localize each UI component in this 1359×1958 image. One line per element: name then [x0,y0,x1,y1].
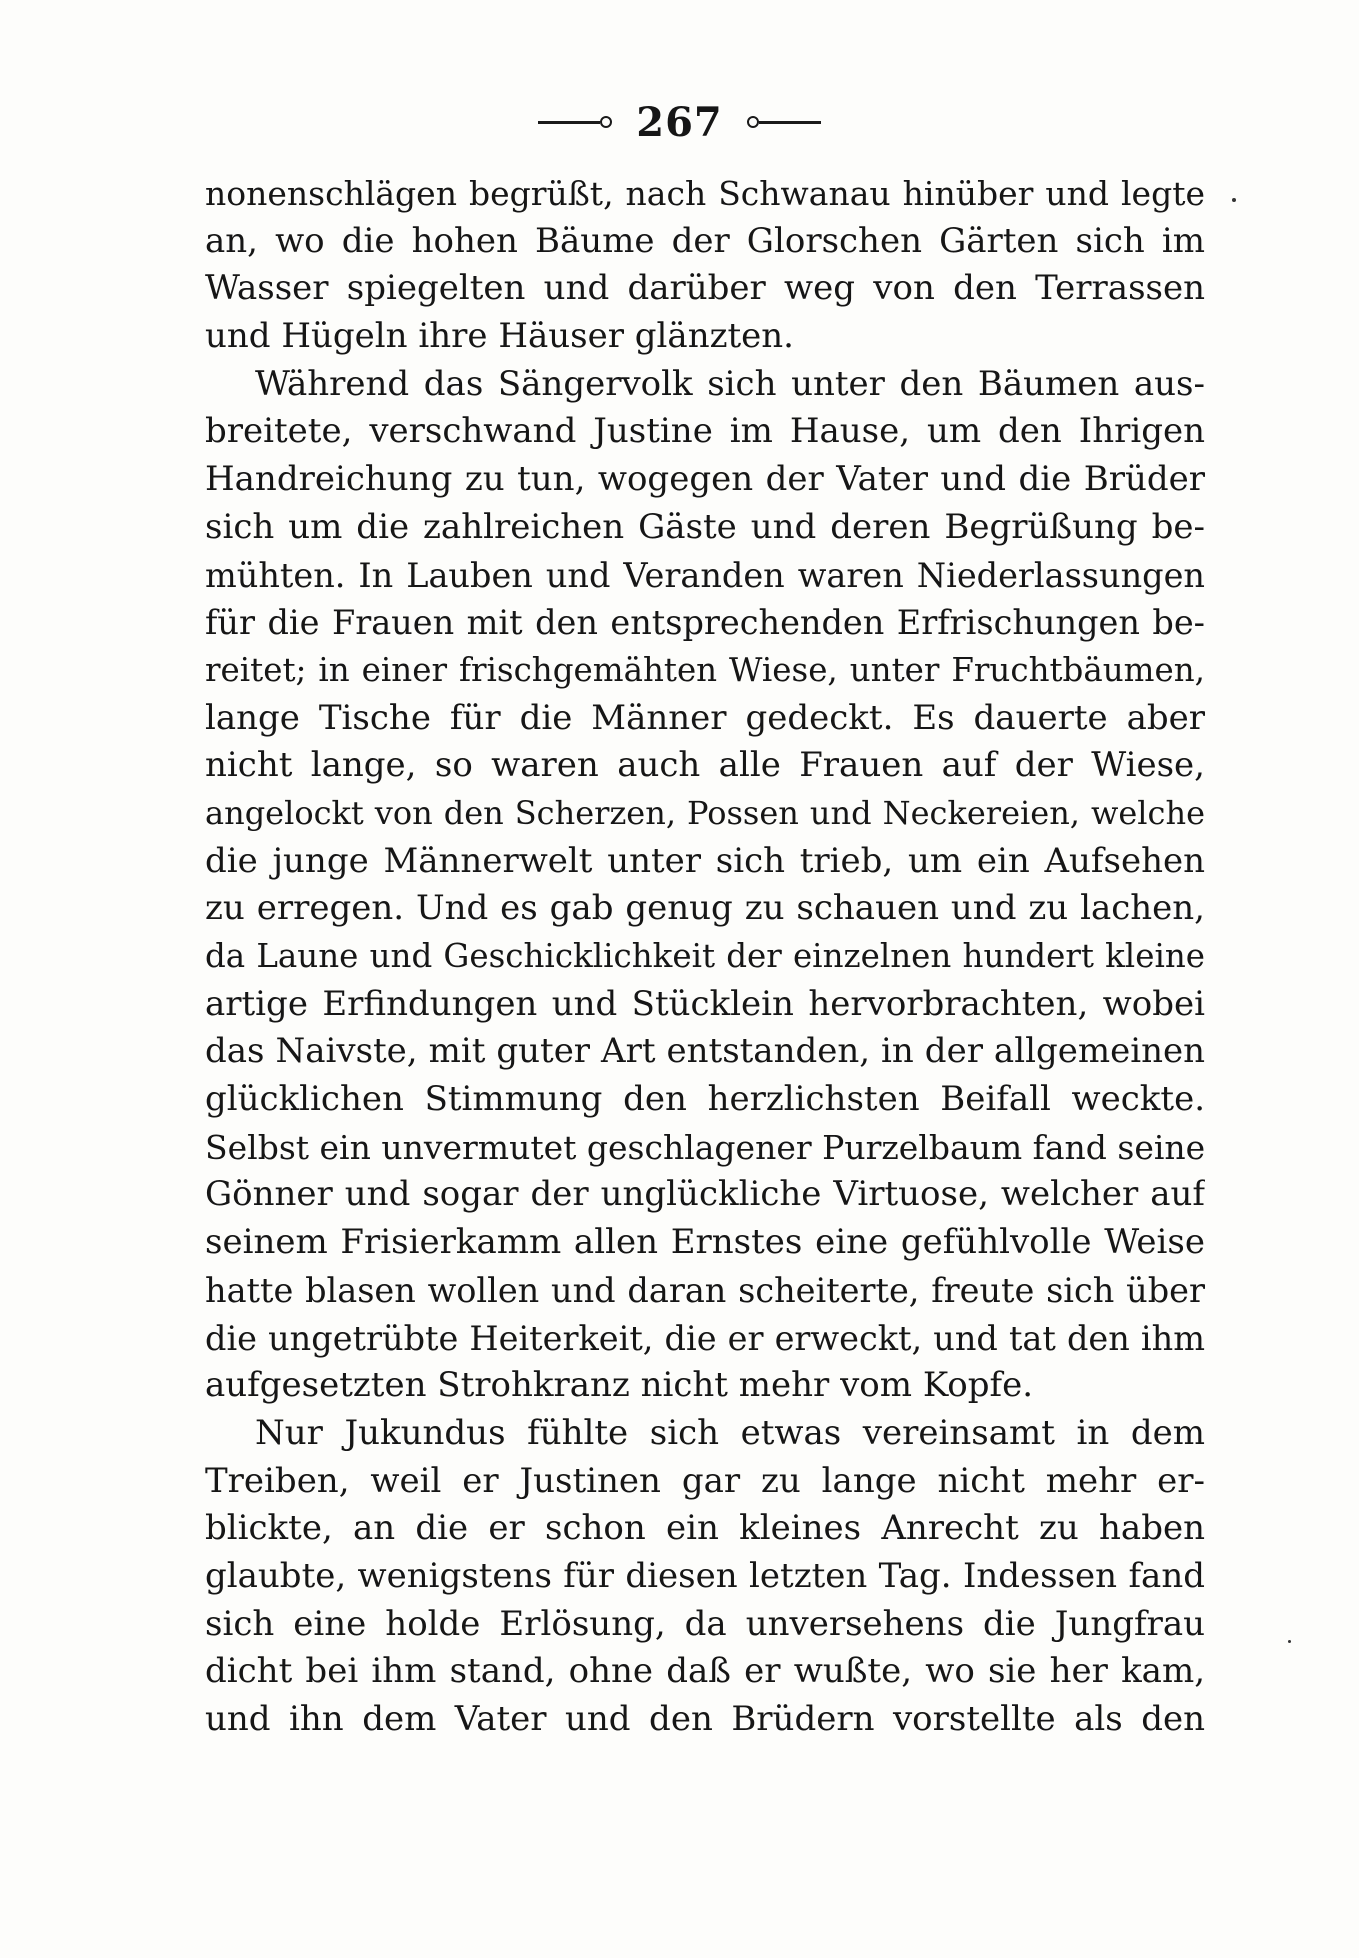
text-line: reitet; in einer frischgemähten Wiese, unter Fruchtbäumen, [205,650,1205,689]
text-line: und ihn dem Vater und den Brüdern vorstellte als den [205,1699,1205,1739]
page-header [0,92,1359,152]
left-ornament [538,116,612,128]
text-line: angelockt von den Scherzen, Possen und Neckereien, welche [205,793,1205,832]
text-line: blickte, an die er schon ein kleines Anrecht zu haben [205,1508,1205,1549]
text-line: aufgesetzten Strohkranz nicht mehr vom Kopfe. [205,1365,1034,1406]
ornament-rule [538,121,600,124]
ornament-ring-icon [747,116,759,128]
text-line: Treiben, weil er Justinen gar zu lange nicht mehr er- [205,1460,1205,1501]
text-line: glücklichen Stimmung den herzlichsten Beifall weckte. [205,1079,1205,1120]
text-line: hatte blasen wollen und daran scheiterte, freute sich über [205,1270,1205,1310]
text-line: Selbst ein unvermutet geschlagener Purzelbaum fand seine [205,1127,1205,1167]
text-line: dicht bei ihm stand, ohne daß er wußte, wo sie her kam, [205,1651,1205,1692]
text-line: nicht lange, so waren auch alle Frauen auf der Wiese, [205,745,1205,786]
text-line: sich eine holde Erlösung, da unversehens die Jungfrau [205,1603,1205,1644]
ornament-rule [759,121,821,124]
print-speck [1288,1640,1291,1643]
text-line: an, wo die hohen Bäume der Glorschen Gärten sich im [205,220,1205,261]
paragraph-start-line: Nur Jukundus fühlte sich etwas vereinsamt in dem [255,1412,1205,1453]
ornament-ring-icon [600,116,612,128]
text-line: zu erregen. Und es gab genug zu schauen und zu lachen, [205,888,1205,929]
body-text [205,170,1205,1744]
paragraph-start-line: Während das Sängervolk sich unter den Bäumen aus- [255,363,1205,404]
text-line: lange Tische für die Männer gedeckt. Es dauerte aber [205,697,1205,738]
text-line: seinem Frisierkamm allen Ernstes eine gefühlvolle Weise [205,1222,1205,1263]
text-line: die ungetrübte Heiterkeit, die er erweckt, und tat den ihm [205,1318,1205,1358]
text-line: Wasser spiegelten und darüber weg von den Terrassen [205,268,1205,309]
right-ornament [747,116,821,128]
text-line: breitete, verschwand Justine im Hause, um den Ihrigen [205,411,1205,452]
text-line: sich um die zahlreichen Gäste und deren Begrüßung be- [205,506,1205,547]
text-line: da Laune und Geschicklichkeit der einzelnen hundert kleine [205,937,1205,975]
text-line: nonenschlägen begrüßt, nach Schwanau hinüber und legte [205,174,1205,213]
page-number: 267 [636,98,723,146]
text-line: für die Frauen mit den entsprechenden Erfrischungen be- [205,603,1205,643]
print-speck [1232,198,1236,202]
text-line: Handreichung zu tun, wogegen der Vater und die Brüder [205,459,1205,500]
text-line: glaubte, wenigstens für diesen letzten Tag. Indessen fand [205,1555,1205,1596]
text-line: artige Erfindungen und Stücklein hervorbrachten, wobei [205,983,1205,1024]
text-line: mühten. In Lauben und Veranden waren Niederlassungen [205,555,1205,595]
text-line: das Naivste, mit guter Art entstanden, in der allgemeinen [205,1031,1205,1072]
text-line: die junge Männerwelt unter sich trieb, um ein Aufsehen [205,840,1205,881]
text-line: Gönner und sogar der unglückliche Virtuose, welcher auf [205,1174,1205,1215]
text-line: und Hügeln ihre Häuser glänzten. [205,316,794,357]
